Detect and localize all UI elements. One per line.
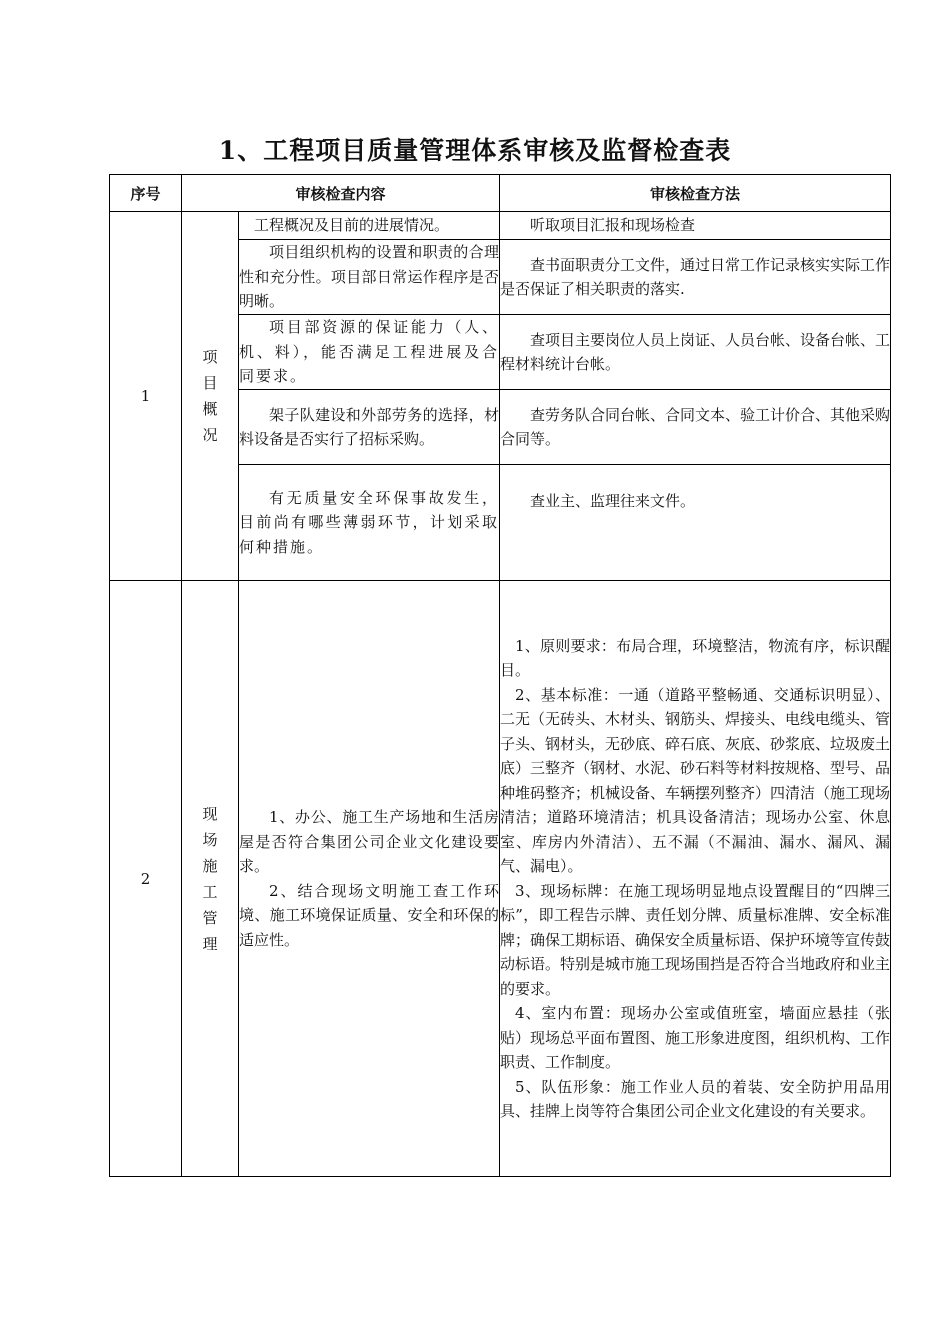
category-label: 现 场 施 工 管 理 (202, 804, 218, 953)
page-title: 1、工程项目质量管理体系审核及监督检查表 (218, 136, 732, 165)
content-cell: 1、办公、施工生产场地和生活房屋是否符合集团公司企业文化建设要求。 2、结合现场文明施工查工作环境、施工环境保证质量、安全和环保的适应性。 (239, 581, 500, 1177)
row-number: 2 (110, 581, 182, 1177)
method-cell: 查业主、监理往来文件。 (500, 465, 891, 581)
content-cell: 有无质量安全环保事故发生，目前尚有哪些薄弱环节，计划采取何种措施。 (239, 465, 500, 581)
table-row (110, 581, 891, 1177)
method-cell: 查书面职责分工文件，通过日常工作记录核实实际工作是否保证了相关职责的落实. (500, 240, 891, 315)
category-cell (182, 581, 239, 1177)
method-cell: 听取项目汇报和现场检查 (500, 212, 891, 240)
table-row (110, 212, 891, 240)
category-cell (182, 212, 239, 581)
row-number: 1 (110, 212, 182, 581)
audit-table (109, 174, 891, 1177)
content-cell: 项目组织机构的设置和职责的合理性和充分性。项目部日常运作程序是否明晰。 (239, 240, 500, 315)
header-content: 审核检查内容 (182, 175, 500, 212)
header-no: 序号 (110, 175, 182, 212)
method-cell: 查劳务队合同台帐、合同文本、验工计价合、其他采购合同等。 (500, 390, 891, 465)
method-cell: 查项目主要岗位人员上岗证、人员台帐、设备台帐、工程材料统计台帐。 (500, 315, 891, 390)
content-cell: 项目部资源的保证能力（人、机、料），能否满足工程进展及合同要求。 (239, 315, 500, 390)
category-label: 项 目 概 况 (202, 348, 218, 444)
header-method: 审核检查方法 (500, 175, 891, 212)
table-header-row (110, 175, 891, 212)
content-cell: 工程概况及目前的进展情况。 (239, 212, 500, 240)
method-cell: 1、原则要求：布局合理，环境整洁，物流有序，标识醒目。 2、基本标准：一通（道路平整畅通、交通标识明显）、二无（无砖头、木材头、钢筋头、焊接头、电线电缆头、管子头、钢材头，无砂底、碎石底、灰底、砂浆底、垃圾废土底）三整齐（钢材、水泥、砂石料等材料按规格、型号、品种堆码整齐；机械设备、车辆摆列整齐）四清洁（施工现场清洁；道路环境清洁；机具设备清洁；现场办公室、休息室、库房内外清洁）、五不漏（不漏油、漏水、漏风、漏气、漏电）。 3、现场标牌：在施工现场明显地点设置醒目的“四牌三标”，即工程告示牌、责任划分牌、质量标准牌、安全标准牌；确保工期标语、确保安全质量标语、保护环境等宣传鼓动标语。特别是城市施工现场围挡是否符合当地政府和业主的要求。 4、室内布置：现场办公室或值班室，墙面应悬挂（张贴）现场总平面布置图、施工形象进度图，组织机构、工作职责、工作制度。 5、队伍形象：施工作业人员的着装、安全防护用品用具、挂牌上岗等符合集团公司企业文化建设的有关要求。 (500, 581, 891, 1177)
content-cell: 架子队建设和外部劳务的选择，材料设备是否实行了招标采购。 (239, 390, 500, 465)
